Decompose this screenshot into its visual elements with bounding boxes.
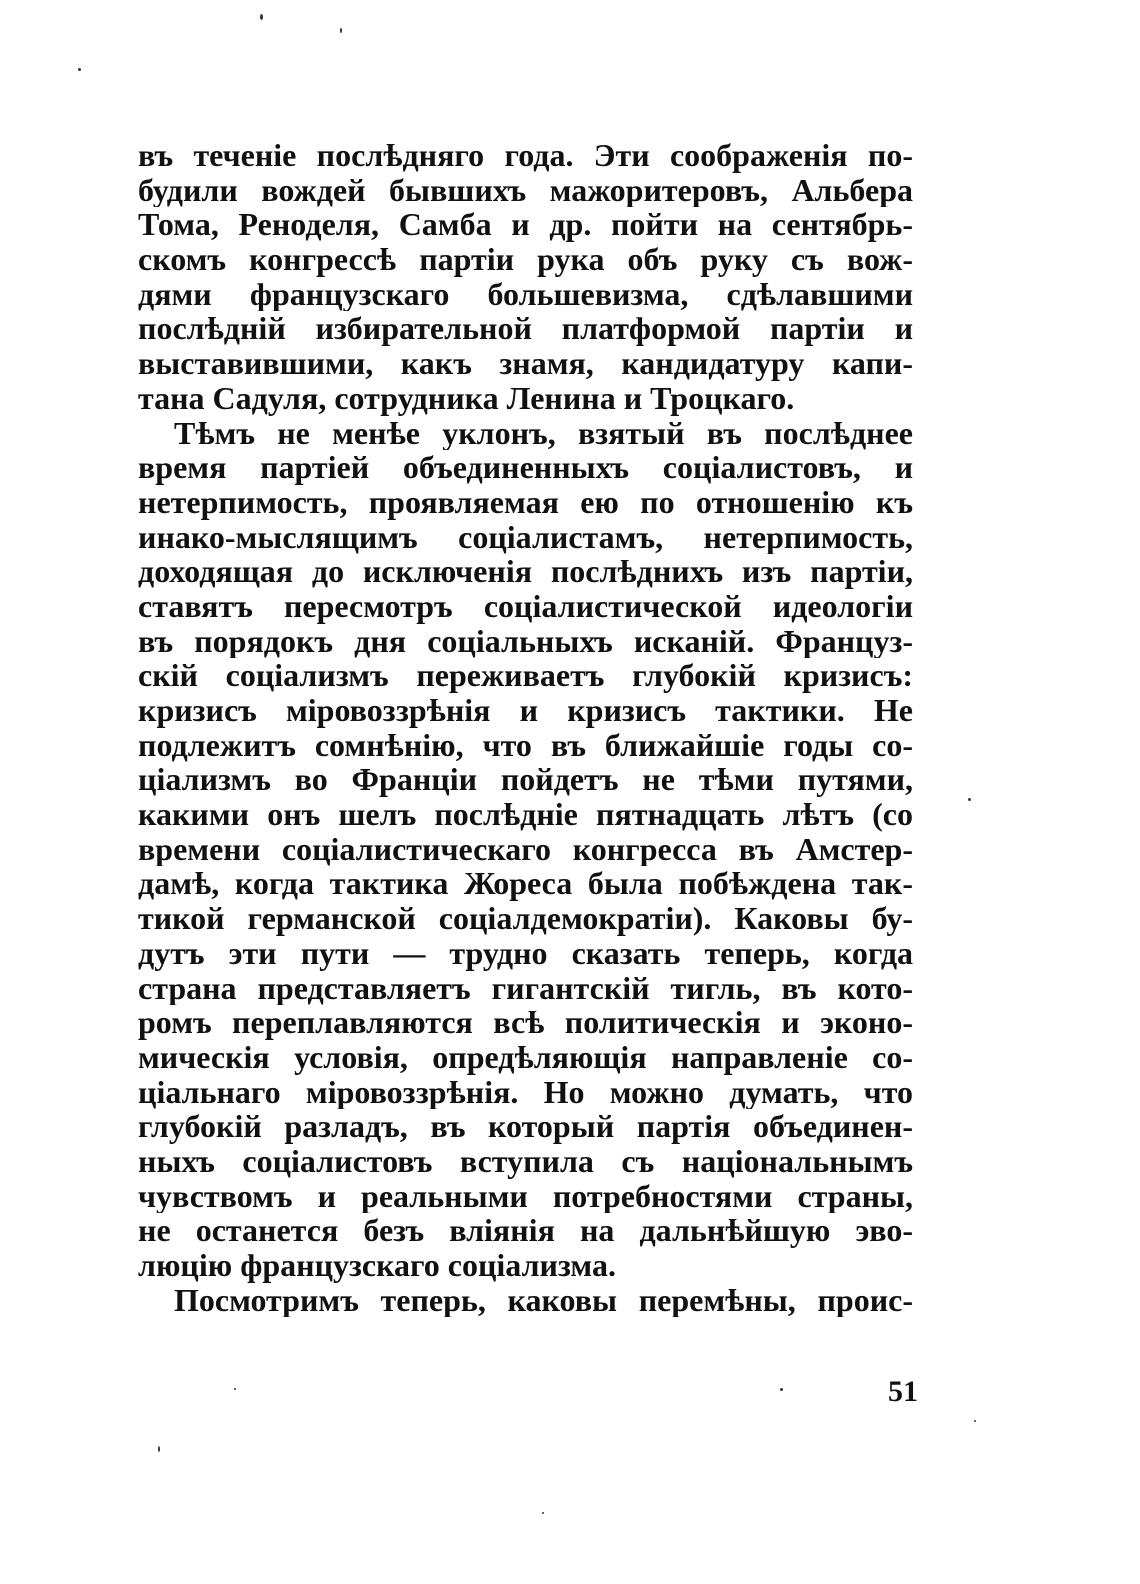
page-number: 51 (888, 1375, 918, 1408)
text-line: нетерпимость, проявляемая ею по отношенію къ (138, 484, 913, 520)
text-line: дями французскаго большевизма, сдѣлавшими (138, 276, 913, 312)
text-line: выставившими, какъ знамя, кандидатуру капи- (138, 346, 913, 381)
text-line: дамѣ, когда тактика Жореса была побѣждена так- (138, 866, 913, 902)
text-line: мическія условія, опредѣляющія направленіе со- (138, 1039, 913, 1075)
text-line: въ порядокъ дня соціальныхъ исканій. Француз- (138, 623, 913, 659)
text-line: Посмотримъ теперь, каковы перемѣны, проис- (174, 1282, 913, 1318)
scan-speck (234, 1388, 236, 1390)
text-line: скомъ конгрессѣ партіи рука объ руку съ вож- (138, 242, 913, 277)
scan-speck (340, 28, 342, 33)
scan-speck (780, 1388, 783, 1391)
text-line: ромъ переплавляются всѣ политическія и эконо- (138, 1005, 913, 1040)
text-line: тикой германской соціалдемократіи). Каковы бу- (138, 901, 913, 936)
text-line: Тѣмъ не менѣе уклонъ, взятый въ послѣднее (174, 415, 913, 451)
scan-speck (158, 1446, 160, 1452)
text-line: подлежитъ сомнѣнію, что въ ближайшіе годы со- (138, 727, 913, 763)
text-line: скій соціализмъ переживаетъ глубокій кризисъ: (138, 658, 913, 693)
text-line: ціализмъ во Франціи пойдетъ не тѣми путями, (138, 762, 913, 798)
text-line: времени соціалистическаго конгресса въ Амстер- (138, 831, 913, 867)
text-line: доходящая до исключенія послѣднихъ изъ партіи, (138, 554, 913, 589)
text-line: люцію французскаго соціализма. (138, 1248, 616, 1283)
text-line: инако-мыслящимъ соціалистамъ, нетерпимость, (138, 519, 913, 555)
text-line: ныхъ соціалистовъ вступила съ національнымъ (138, 1143, 913, 1179)
text-line: Тома, Реноделя, Самба и др. пойти на сентябрь- (138, 207, 913, 243)
text-line: время партіей объединенныхъ соціалистовъ, и (138, 450, 913, 485)
text-line: ставятъ пересмотръ соціалистической идеологіи (138, 588, 913, 624)
text-line: глубокій разладъ, въ который партія объединен- (138, 1109, 913, 1144)
text-line: послѣднiй избирательной платформой партіи и (138, 311, 913, 347)
scan-speck (78, 68, 81, 71)
text-line: кризисъ міровоззрѣнія и кризисъ тактики. Не (138, 693, 913, 728)
text-line: дутъ эти пути — трудно сказать теперь, когда (138, 935, 913, 971)
text-line: ціальнаго міровоззрѣнія. Но можно думать, что (138, 1074, 913, 1110)
text-line: не останется безъ вліянія на дальнѣйшую эво- (138, 1213, 913, 1248)
text-line: чувствомъ и реальными потребностями страны, (138, 1178, 913, 1214)
scan-speck (974, 1420, 976, 1422)
body-text (138, 138, 913, 1317)
scan-speck (542, 1512, 544, 1514)
text-line: страна представляетъ гигантскій тигль, въ кото- (138, 970, 913, 1006)
scan-speck (968, 798, 971, 801)
text-line: будили вождей бывшихъ мажоритеровъ, Альбера (138, 172, 913, 208)
text-line: тана Садуля, сотрудника Ленина и Троцкаго. (138, 380, 795, 416)
scan-speck (260, 14, 263, 20)
text-line: какими онъ шелъ послѣдніе пятнадцать лѣтъ (со (138, 797, 913, 832)
text-line: въ теченіе послѣдняго года. Эти соображенія по- (138, 138, 913, 173)
